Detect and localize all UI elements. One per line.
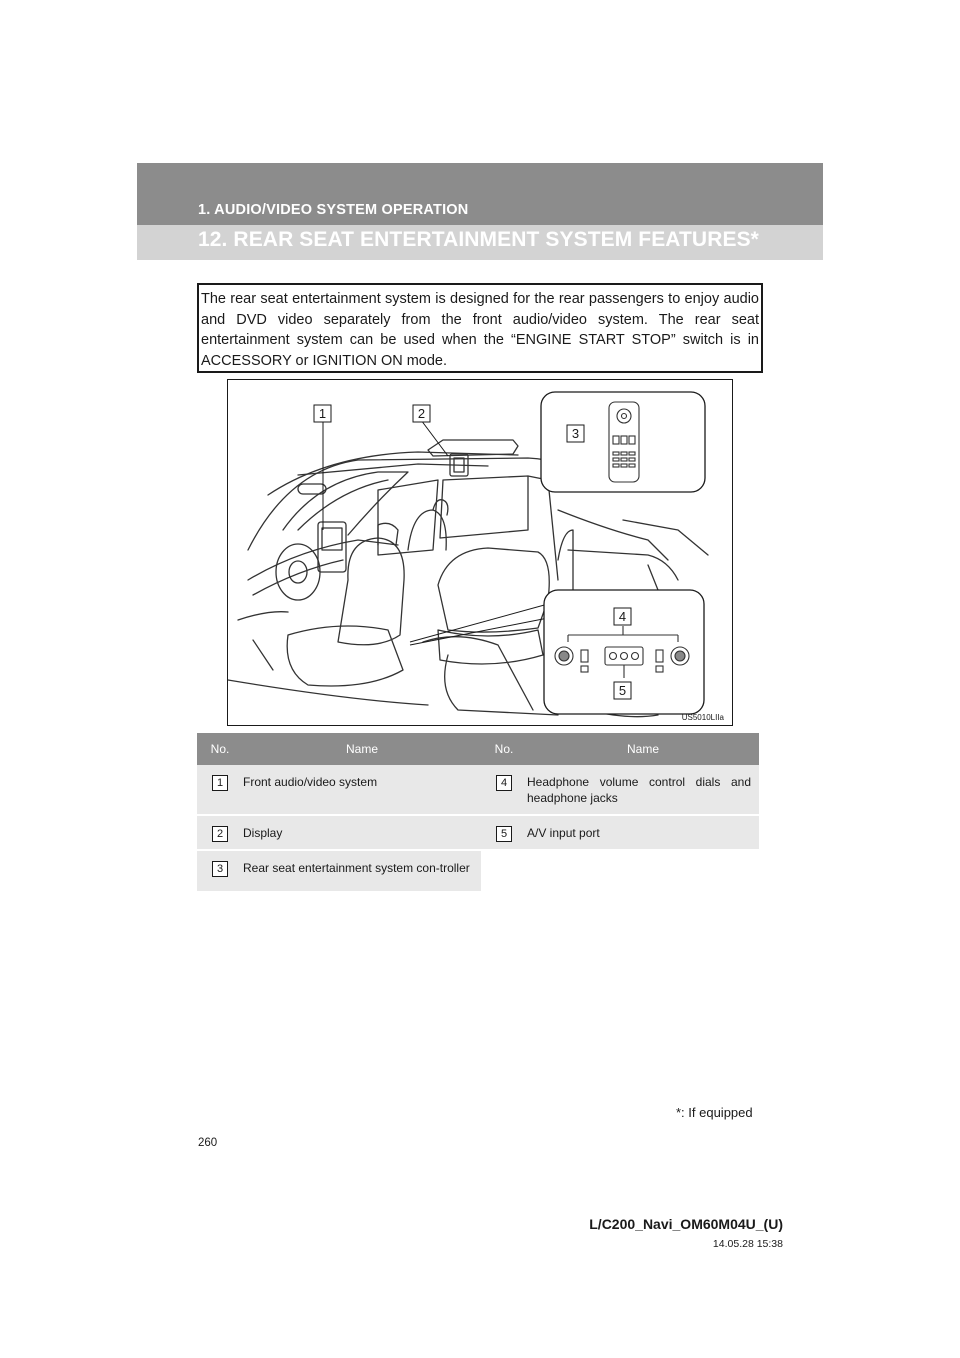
header-no-2: No.	[481, 733, 527, 765]
table-cell: Rear seat entertainment system con-troller	[243, 850, 481, 892]
row-number-box: 4	[496, 775, 512, 791]
table-header-row	[197, 733, 759, 765]
vehicle-interior-illustration	[227, 379, 733, 726]
page-number: 260	[198, 1137, 218, 1149]
table-cell: A/V input port	[527, 815, 759, 850]
page-title: 12. REAR SEAT ENTERTAINMENT SYSTEM FEATURES*	[198, 228, 759, 251]
callout-5-label: 5	[618, 683, 627, 698]
callout-3	[567, 425, 584, 442]
header-name-2: Name	[527, 733, 759, 765]
illustration-code: US5010LIIa	[681, 713, 724, 722]
table-cell: Headphone volume control dials and headphone jacks	[527, 765, 759, 815]
header-no-1: No.	[197, 733, 243, 765]
intro-box	[197, 283, 763, 373]
callout-1-label: 1	[318, 406, 327, 421]
callout-3-label: 3	[571, 426, 580, 441]
row-number-box: 2	[212, 826, 228, 842]
footnote: *: If equipped	[676, 1105, 753, 1120]
header-name-1: Name	[243, 733, 481, 765]
table-cell: Front audio/video system	[243, 765, 481, 815]
table-row	[197, 850, 759, 892]
document-timestamp: 14.05.28 15:38	[712, 1238, 783, 1250]
document-code: L/C200_Navi_OM60M04U_(U)	[589, 1216, 783, 1232]
callout-4	[614, 608, 631, 625]
callout-5	[614, 682, 631, 699]
row-number-box: 1	[212, 775, 228, 791]
callout-1	[314, 405, 331, 422]
callout-4-label: 4	[618, 609, 627, 624]
callout-2	[413, 405, 430, 422]
section-title: 1. AUDIO/VIDEO SYSTEM OPERATION	[198, 202, 469, 218]
table-row	[197, 765, 759, 815]
parts-table	[197, 733, 759, 893]
table-cell: Display	[243, 815, 481, 850]
row-number-box: 3	[212, 861, 228, 877]
table-row	[197, 815, 759, 850]
row-number-box: 5	[496, 826, 512, 842]
callout-2-label: 2	[417, 406, 426, 421]
intro-text: The rear seat entertainment system is designed for the rear passengers to enjoy audio and DVD video separately from the front audio/video system. The rear seat entertainment system can be used when the “ENGINE START STOP” switch is in ACCESSORY or IGNITION ON mode.	[201, 291, 759, 369]
